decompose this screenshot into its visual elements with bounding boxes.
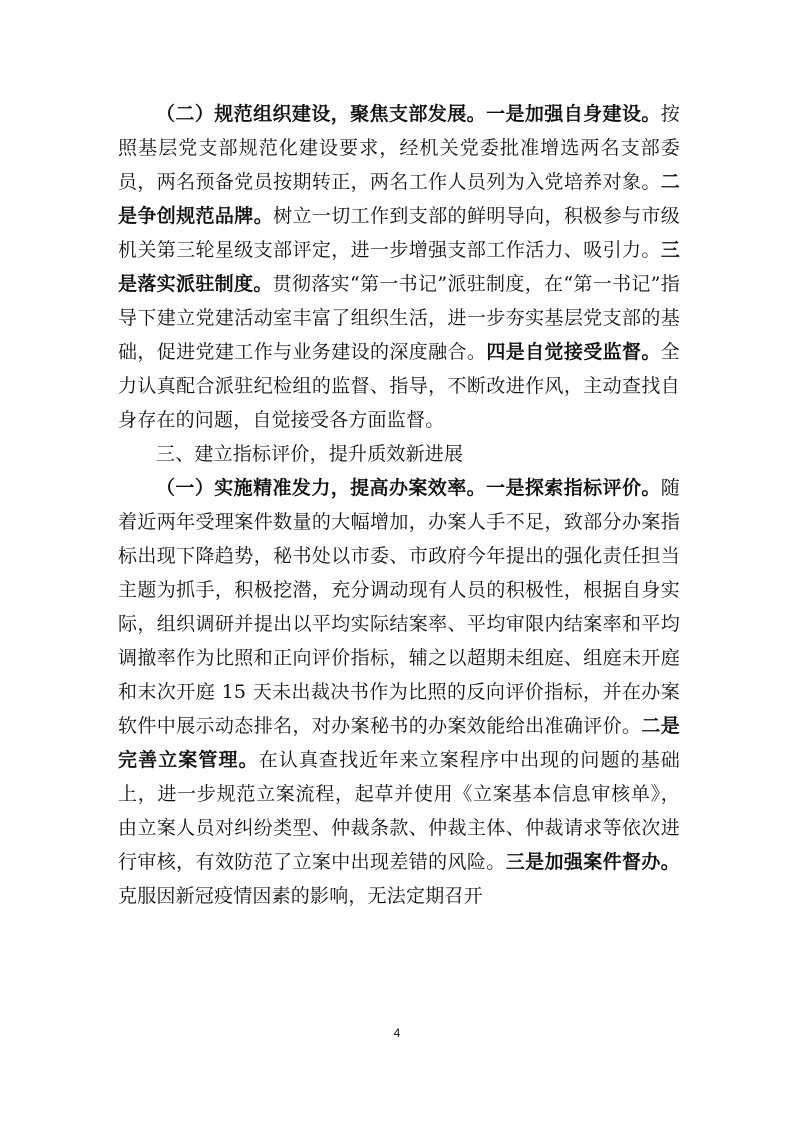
section-heading-indicator-evaluation bbox=[118, 437, 680, 471]
bold-heading-run: 一是加强自身建设。 bbox=[486, 103, 661, 125]
text-run: 树立一切工作到支部的鲜明导向，积极参与市级机关第三轮星级支部评定，进一步增强支部工作活力、吸引力。 bbox=[118, 205, 681, 261]
page-number: 4 bbox=[393, 1026, 401, 1040]
bold-heading-run: 一是探索指标评价。 bbox=[486, 477, 661, 499]
text-run: 按照基层党支部规范化建设要求，经机关党委批准增选两名支部委员，两名预备党员按期转正，两名工作人员列为入党培养对象。 bbox=[118, 103, 680, 193]
bold-heading-run: 三是加强案件督办。 bbox=[505, 851, 680, 873]
bold-heading-run: （一）实施精准发力，提高办案效率。 bbox=[156, 477, 487, 499]
text-run: 贯彻落实“第一书记”派驻制度，在“第一书记”指导下建立党建活动室丰富了组织生活，进一步夯实基层党支部的基础，促进党建工作与业务建设的深度融合。 bbox=[118, 273, 680, 363]
text-run: 克服因新冠疫情因素的影响，无法定期召开 bbox=[118, 885, 483, 907]
bold-heading-run: 二是完善立案管理。 bbox=[118, 715, 680, 771]
text-run: 全力认真配合派驻纪检组的监督、指导，不断改进作风，主动查找自身存在的问题，自觉接受各方面监督。 bbox=[118, 341, 680, 431]
paragraph-case-efficiency bbox=[118, 471, 680, 913]
text-run: 随着近两年受理案件数量的大幅增加，办案人手不足，致部分办案指标出现下降趋势，秘书处以市委、市政府今年提出的强化责任担当主题为抓手，积极挖潜，充分调动现有人员的积极性，根据自身实际，组织调研并提出以平均实际结案率、平均审限内结案率和平均调撤率作为比照和正向评价指标，辅之以超期未组庭、组庭未开庭和末次开庭 15 天未出裁决书作为比照的反向评价指标，并在办案软件中展示动态排名，对办案秘书的办案效能给出准确评价。 bbox=[118, 477, 680, 737]
text-run: 三、建立指标评价，提升质效新进展 bbox=[156, 443, 464, 465]
body-text bbox=[118, 97, 680, 913]
text-run: 在认真查找近年来立案程序中出现的问题的基础上，进一步规范立案流程，起草并使用《立案基本信息审核单》，由立案人员对纠纷类型、仲裁条款、仲裁主体、仲裁请求等依次进行审核，有效防范了立案中出现差错的风险。 bbox=[118, 749, 681, 873]
bold-heading-run: （二）规范组织建设，聚焦支部发展。 bbox=[156, 103, 487, 125]
bold-heading-run: 三是落实派驻制度。 bbox=[118, 239, 680, 295]
bold-heading-run: 二是争创规范品牌。 bbox=[118, 171, 680, 227]
paragraph-organization-building bbox=[118, 97, 680, 437]
bold-heading-run: 四是自觉接受监督。 bbox=[486, 341, 661, 363]
